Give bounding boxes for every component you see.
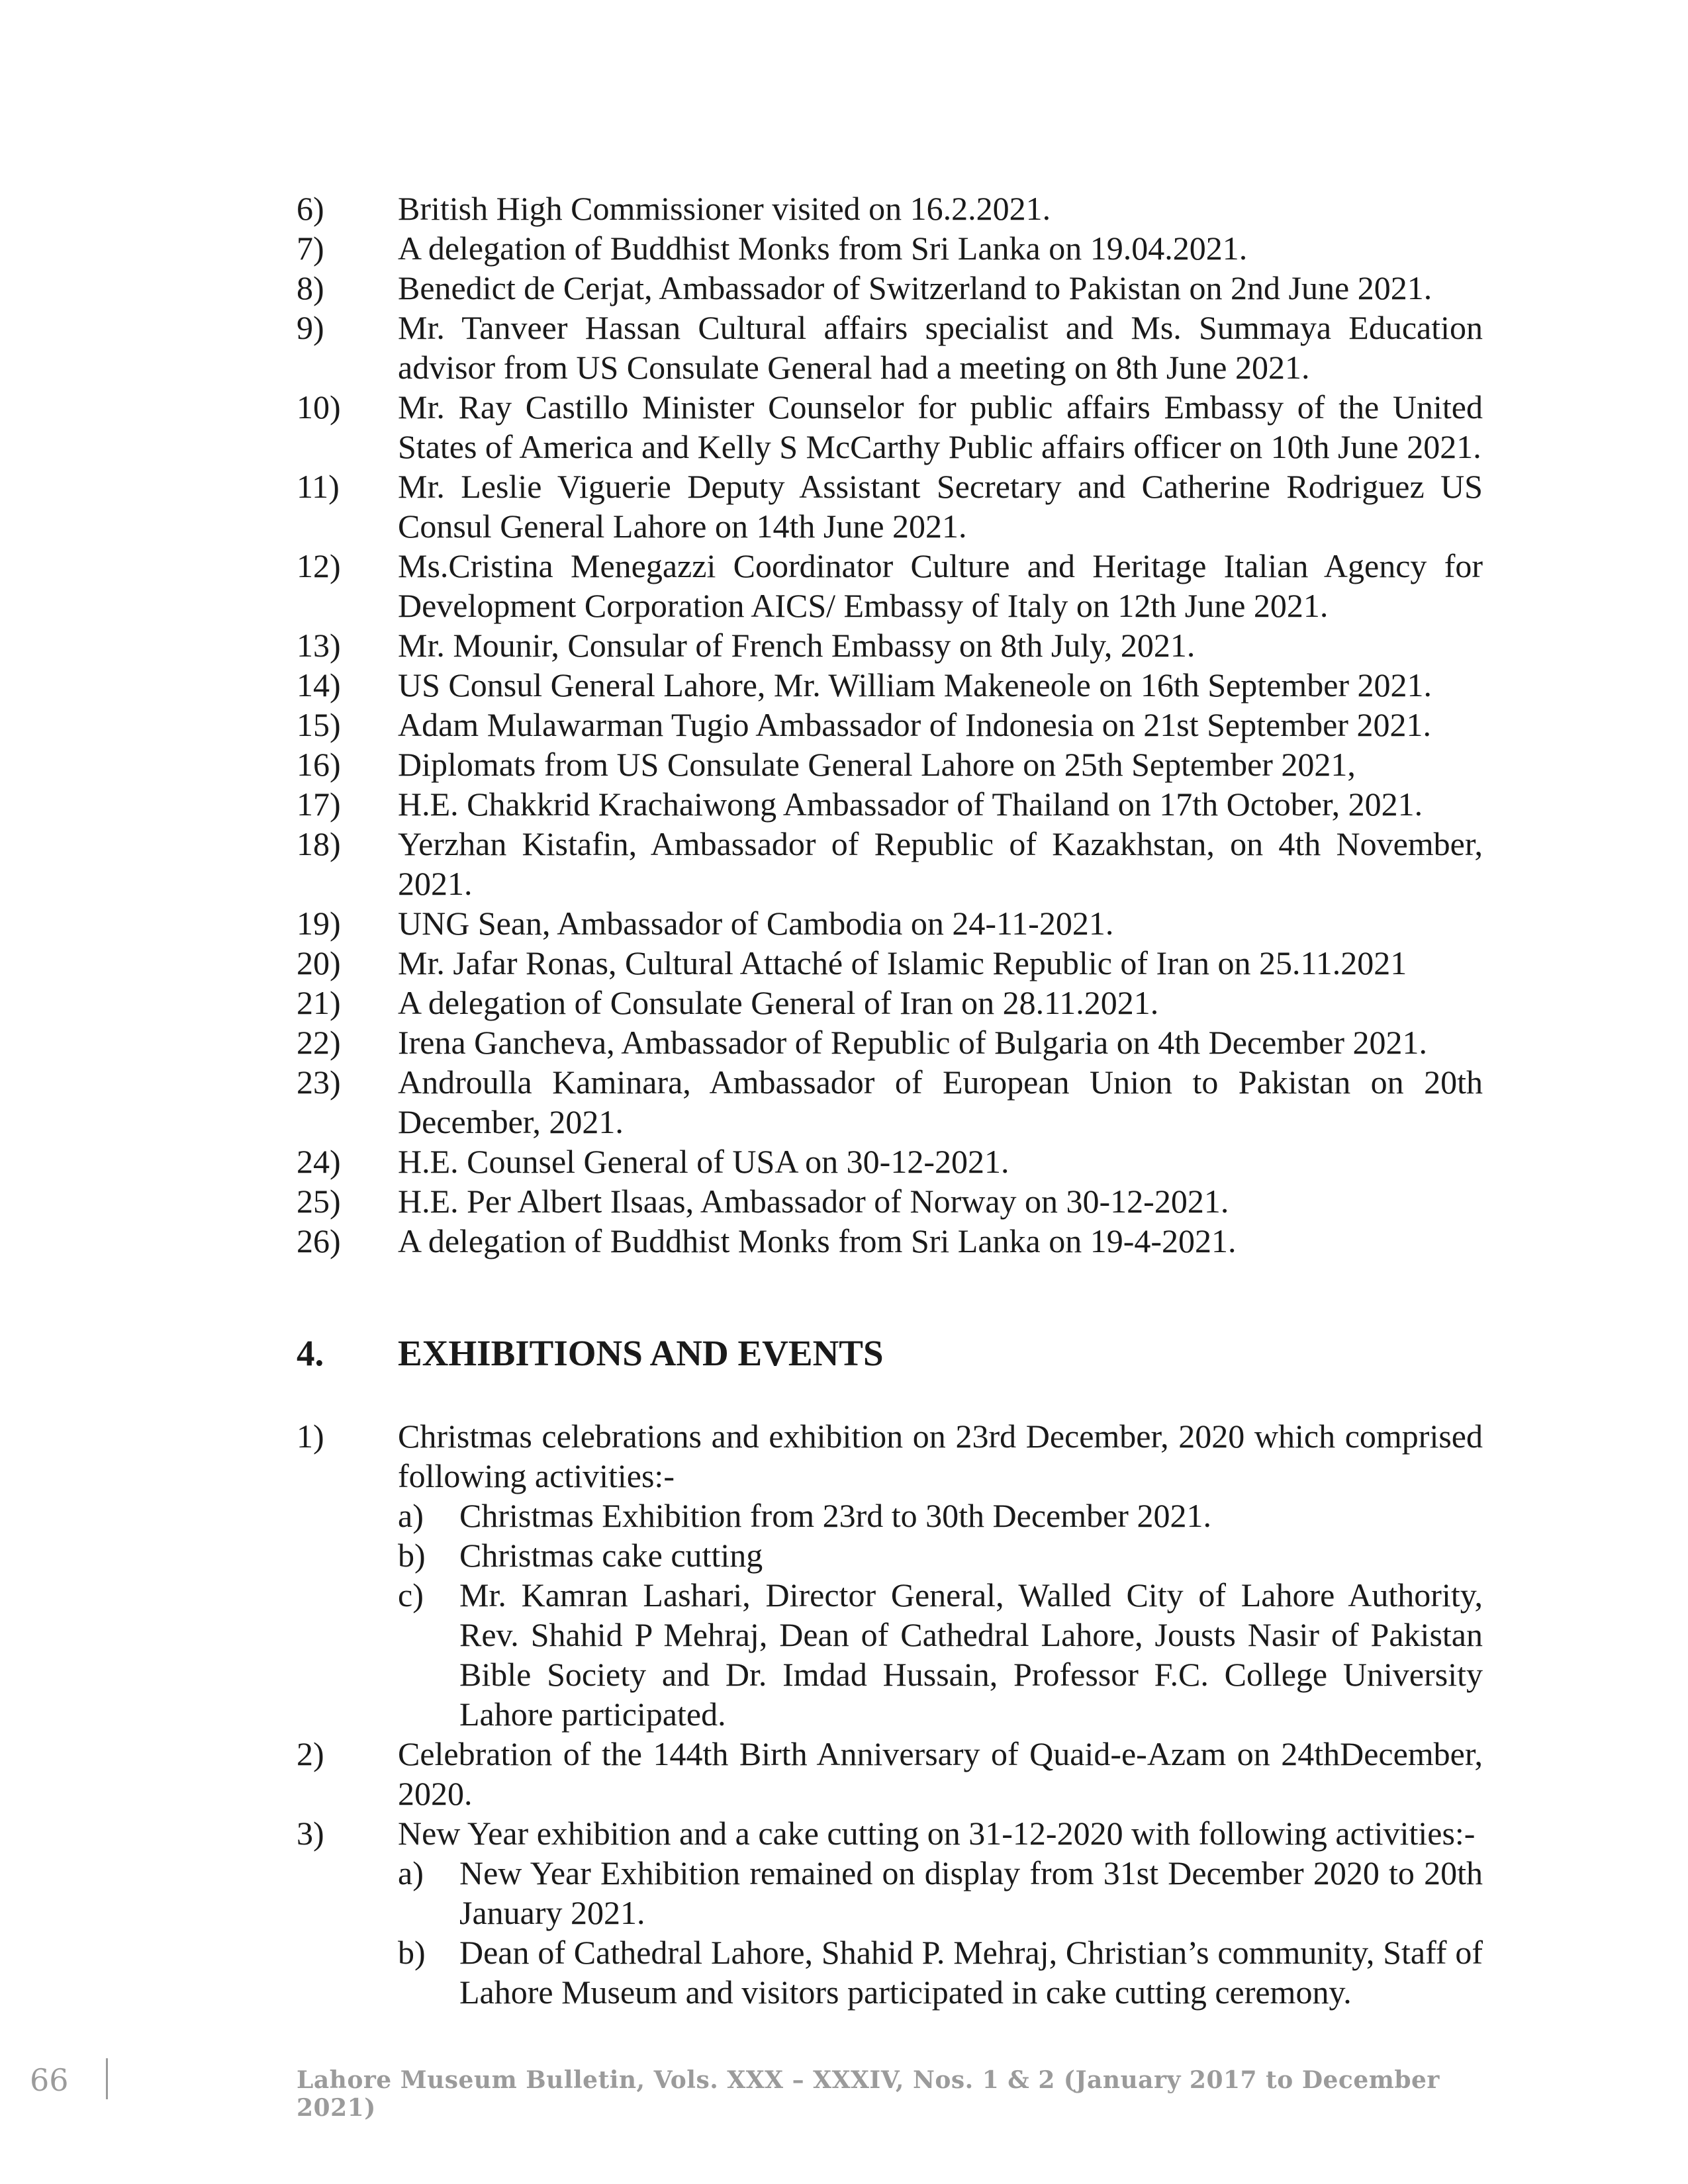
visit-item-number: 17) [297,786,341,823]
page-number: 66 [30,2062,69,2098]
visit-item-number: 13) [297,627,341,664]
event-subitem-text: Christmas Exhibition from 23rd to 30th December 2021. [459,1497,1211,1534]
visit-item [297,1221,1483,1261]
visit-item-text: Adam Mulawarman Tugio Ambassador of Indonesia on 21st September 2021. [398,706,1431,743]
visit-item [297,467,1483,546]
event-item-number: 1) [297,1418,324,1455]
visit-item [297,308,1483,387]
event-subitem-number: b) [398,1537,426,1574]
events-list [297,1416,1483,2012]
event-subitem-number: a) [398,1854,424,1891]
event-subitem-number: b) [398,1934,426,1971]
visit-item [297,546,1483,625]
event-item-number: 2) [297,1735,324,1772]
event-item-text: New Year exhibition and a cake cutting on 31-12-2020 with following activities:- [398,1815,1476,1852]
section-heading [297,1330,1483,1377]
event-subitem [398,1933,1483,2012]
event-subitem [398,1575,1483,1734]
visit-item-text: Ms.Cristina Menegazzi Coordinator Culture and Heritage Italian Agency for Development Corporation AICS/ Embassy of Italy on 12th June 2021. [398,547,1483,624]
event-subitem-number: c) [398,1576,424,1614]
visit-item-text: H.E. Counsel General of USA on 30-12-2021. [398,1143,1009,1180]
event-subitem-text: Mr. Kamran Lashari, Director General, Walled City of Lahore Authority, Rev. Shahid P Mehraj, Dean of Cathedral Lahore, Jousts Nasir of Pakistan Bible Society and Dr. Imdad Hussain, Professor F.C. College University Lahore participated. [459,1576,1483,1733]
visits-list [297,189,1483,1261]
visit-item-number: 15) [297,706,341,743]
event-subitem-text: New Year Exhibition remained on display from 31st December 2020 to 20th January 2021. [459,1854,1483,1931]
visit-item-text: H.E. Chakkrid Krachaiwong Ambassador of Thailand on 17th October, 2021. [398,786,1423,823]
visit-item-number: 8) [297,269,324,306]
visit-item-text: H.E. Per Albert Ilsaas, Ambassador of Norway on 30-12-2021. [398,1183,1229,1220]
visit-item [297,1181,1483,1221]
visit-item [297,625,1483,665]
visit-item-number: 12) [297,547,341,584]
visit-item-number: 26) [297,1222,341,1259]
section-title: EXHIBITIONS AND EVENTS [398,1333,884,1373]
visit-item-number: 19) [297,905,341,942]
visit-item [297,665,1483,705]
visit-item-number: 9) [297,309,324,346]
visit-item [297,705,1483,745]
visit-item [297,268,1483,308]
visit-item-text: Androulla Kaminara, Ambassador of European Union to Pakistan on 20th December, 2021. [398,1064,1483,1140]
visit-item [297,189,1483,228]
visit-item-text: Mr. Tanveer Hassan Cultural affairs specialist and Ms. Summaya Education advisor from US Consulate General had a meeting on 8th June 2021. [398,309,1483,386]
visit-item [297,745,1483,784]
event-subitem [398,1853,1483,1933]
page-footer [26,2057,1483,2122]
visit-item-text: Mr. Mounir, Consular of French Embassy on 8th July, 2021. [398,627,1196,664]
visit-item-text: Mr. Ray Castillo Minister Counselor for public affairs Embassy of the United States of America and Kelly S McCarthy Public affairs officer on 10th June 2021. [398,388,1483,465]
visit-item-text: Mr. Leslie Viguerie Deputy Assistant Secretary and Catherine Rodriguez US Consul General Lahore on 14th June 2021. [398,468,1483,545]
visit-item-text: British High Commissioner visited on 16.2.2021. [398,190,1051,227]
visit-item-text: A delegation of Buddhist Monks from Sri Lanka on 19.04.2021. [398,230,1248,267]
visit-item-text: Irena Gancheva, Ambassador of Republic of Bulgaria on 4th December 2021. [398,1024,1428,1061]
visit-item [297,228,1483,268]
event-subitem [398,1496,1483,1535]
event-subitem [398,1535,1483,1575]
visit-item [297,1023,1483,1062]
visit-item-number: 6) [297,190,324,227]
visit-item-number: 20) [297,944,341,981]
visit-item [297,1142,1483,1181]
event-item [297,1734,1483,1813]
event-subitem-text: Christmas cake cutting [459,1537,763,1574]
visit-item [297,387,1483,467]
visit-item-number: 7) [297,230,324,267]
footer-divider [106,2058,108,2099]
visit-item [297,983,1483,1023]
event-item [297,1416,1483,1496]
visit-item-text: US Consul General Lahore, Mr. William Makeneole on 16th September 2021. [398,666,1432,704]
visit-item-number: 16) [297,746,341,783]
visit-item-number: 24) [297,1143,341,1180]
visit-item-number: 23) [297,1064,341,1101]
visit-item-number: 14) [297,666,341,704]
visit-item [297,784,1483,824]
visit-item-number: 25) [297,1183,341,1220]
event-item-number: 3) [297,1815,324,1852]
visit-item [297,903,1483,943]
visit-item-number: 21) [297,984,341,1021]
event-subitem-text: Dean of Cathedral Lahore, Shahid P. Mehraj, Christian’s community, Staff of Lahore Museum and visitors participated in cake cutting ceremony. [459,1934,1483,2011]
visit-item-text: Diplomats from US Consulate General Lahore on 25th September 2021, [398,746,1356,783]
event-item [297,1813,1483,1853]
visit-item-text: Yerzhan Kistafin, Ambassador of Republic of Kazakhstan, on 4th November, 2021. [398,825,1483,902]
visit-item [297,824,1483,903]
event-item-text: Celebration of the 144th Birth Anniversary of Quaid-e-Azam on 24thDecember, 2020. [398,1735,1483,1812]
visit-item-text: Mr. Jafar Ronas, Cultural Attaché of Islamic Republic of Iran on 25.11.2021 [398,944,1407,981]
visit-item [297,943,1483,983]
journal-title: Lahore Museum Bulletin, Vols. XXX – XXXIV, Nos. 1 & 2 (January 2017 to December 2021) [297,2066,1440,2122]
visit-item [297,1062,1483,1142]
event-item-text: Christmas celebrations and exhibition on 23rd December, 2020 which comprised following activities:- [398,1418,1483,1494]
visit-item-text: A delegation of Consulate General of Iran on 28.11.2021. [398,984,1159,1021]
visit-item-number: 22) [297,1024,341,1061]
visit-item-text: Benedict de Cerjat, Ambassador of Switzerland to Pakistan on 2nd June 2021. [398,269,1432,306]
visit-item-number: 10) [297,388,341,426]
visit-item-number: 18) [297,825,341,862]
visit-item-text: A delegation of Buddhist Monks from Sri Lanka on 19-4-2021. [398,1222,1237,1259]
visit-item-number: 11) [297,468,340,505]
visit-item-text: UNG Sean, Ambassador of Cambodia on 24-11-2021. [398,905,1114,942]
page-content [297,189,1483,2012]
section-number: 4. [297,1333,324,1373]
event-subitem-number: a) [398,1497,424,1534]
